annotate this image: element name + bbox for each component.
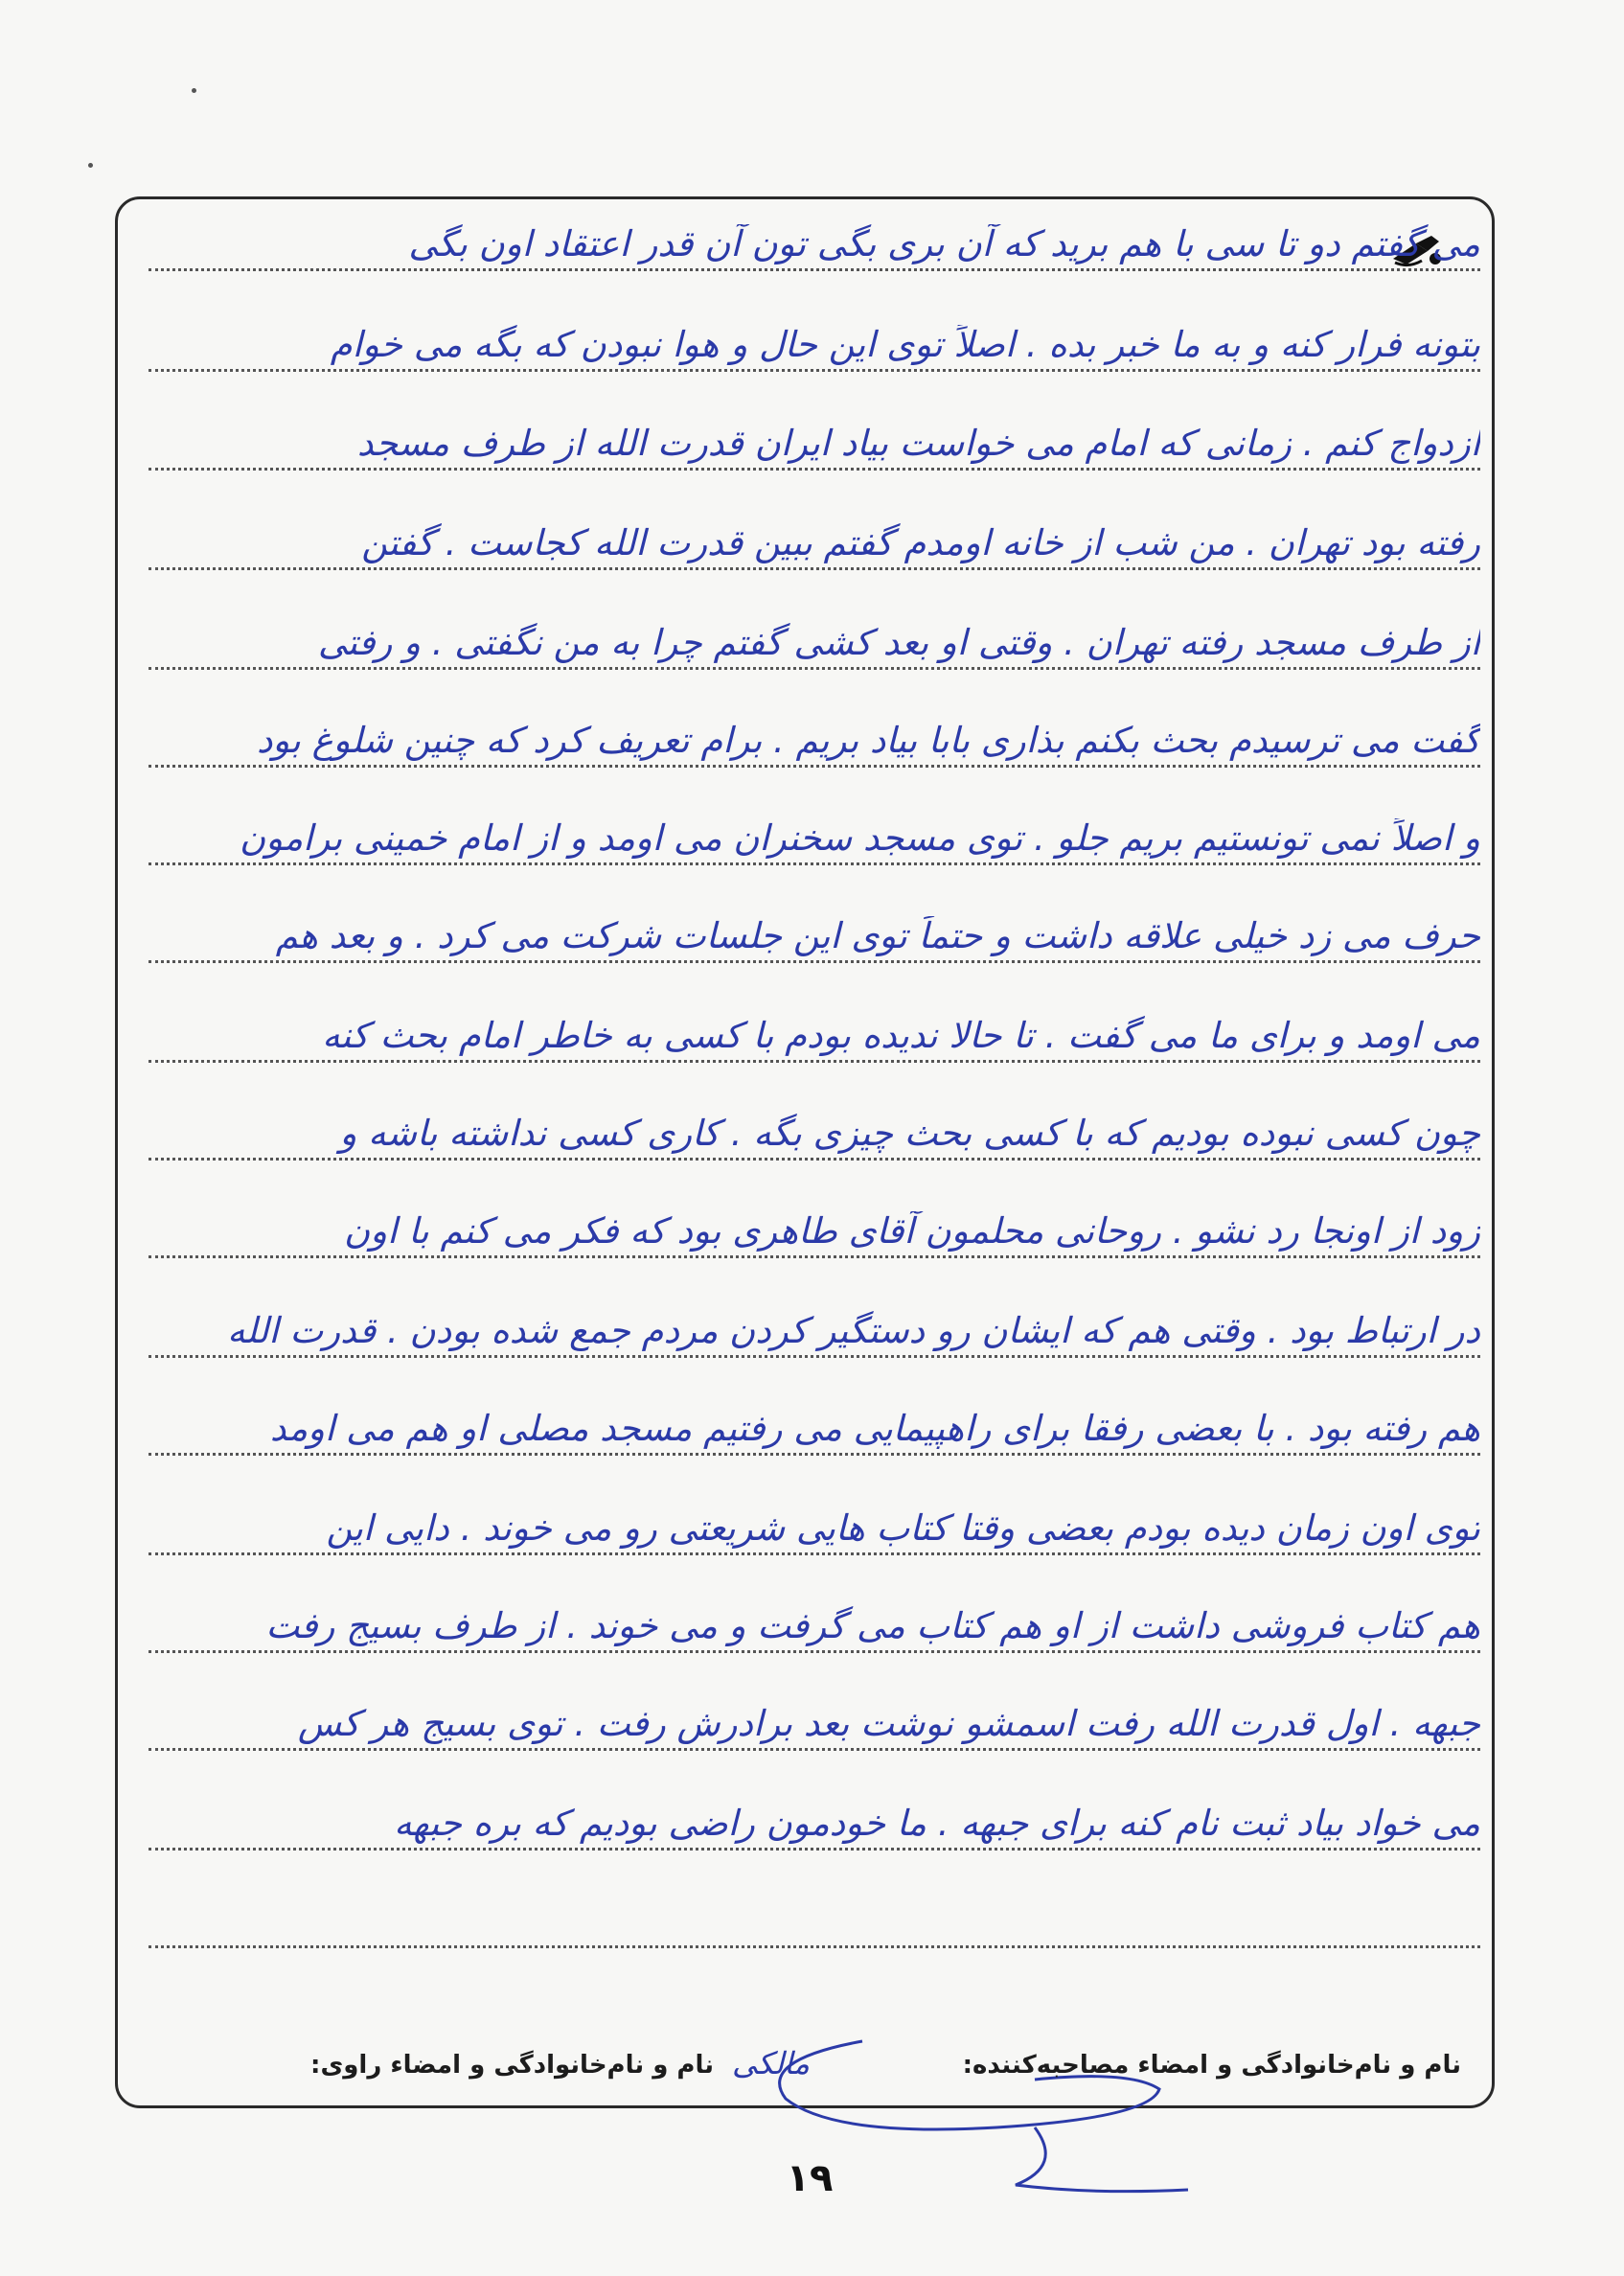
handwritten-text: حرف می زد خیلی علاقه داشت و حتماً توی این جلسات شرکت می کرد . و بعد هم	[275, 916, 1480, 956]
handwritten-text: می خواد بیاد ثبت نام کنه برای جبهه . ما خودمون راضی بودیم که بره جبهه	[394, 1804, 1480, 1844]
handwritten-text: در ارتباط بود . وقتی هم که ایشان رو دستگیر کردن مردم جمع شده بودن . قدرت الله	[227, 1311, 1480, 1351]
handwritten-text: می گفتم دو تا سی با هم برید که آن بری بگی تون آن قدر اعتقاد اون بگی	[408, 224, 1480, 264]
handwritten-text: توی اون زمان دیده بودم بعضی وقتا کتاب هایی شریعتی رو می خوند . دایی این	[326, 1508, 1480, 1549]
handwritten-text: زود از اونجا رد نشو . روحانی محلمون آقای طاهری بود که فکر می کنم با اون	[344, 1211, 1480, 1252]
ruled-line	[149, 1804, 1480, 1851]
handwritten-text: ازدواج کنم . زمانی که امام می خواست بیاد ایران قدرت الله از طرف مسجد	[356, 424, 1480, 464]
ruled-line	[149, 1704, 1480, 1751]
handwritten-text: می اومد و برای ما می گفت . تا حالا ندیده بودم با کسی به خاطر امام بحث کنه	[322, 1016, 1480, 1056]
paper-speck	[88, 163, 93, 168]
handwritten-text: گفت می ترسیدم بحث بکنم بذاری بابا بیاد بریم . برام تعریف کرد که چنین شلوغ بود	[256, 721, 1480, 761]
ruled-line	[149, 325, 1480, 372]
handwritten-text: رفته بود تهران . من شب از خانه اومدم گفتم ببین قدرت الله کجاست . گفتن	[361, 523, 1480, 563]
paper-speck	[192, 88, 196, 93]
handwritten-text: از طرف مسجد رفته تهران . وقتی او بعد کشی گفتم چرا به من نگفتی . و رفتی	[317, 623, 1480, 663]
ruled-line	[149, 623, 1480, 670]
ruled-line	[149, 818, 1480, 865]
interviewer-signature-label: نام و نام‌خانوادگی و امضاء مصاحبه‌کننده:	[962, 2051, 1461, 2080]
narrator-signature-label: نام و نام‌خانوادگی و امضاء راوی:	[310, 2051, 714, 2080]
ruled-line	[149, 1114, 1480, 1161]
page-number: ۱۹	[786, 2156, 834, 2200]
ruled-line	[149, 424, 1480, 471]
interviewer-signature-name: مالکی	[732, 2045, 810, 2081]
ruled-line	[149, 721, 1480, 768]
page-footer	[144, 2045, 1480, 2099]
handwritten-text: هم رفته بود . با بعضی رفقا برای راهپیمایی می رفتیم مسجد مصلی او هم می اومد	[269, 1409, 1480, 1449]
ruled-line	[149, 1311, 1480, 1358]
ruled-line	[149, 1606, 1480, 1653]
ruled-line	[149, 1907, 1480, 1948]
ruled-line	[149, 1508, 1480, 1555]
handwritten-text: هم کتاب فروشی داشت از او هم کتاب می گرفت و می خوند . از طرف بسیج رفت	[265, 1606, 1480, 1646]
ruled-line	[149, 1409, 1480, 1456]
ruled-line	[149, 1211, 1480, 1258]
ruled-line	[149, 1016, 1480, 1063]
handwritten-text: جبهه . اول قدرت الله رفت اسمشو نوشت بعد برادرش رفت . توی بسیج هر کس	[297, 1704, 1480, 1744]
ruled-line	[149, 523, 1480, 570]
handwritten-text: و اصلاً نمی تونستیم بریم جلو . توی مسجد سخنران می اومد و از امام خمینی برامون	[240, 818, 1480, 859]
handwritten-text: چون کسی نبوده بودیم که با کسی بحث چیزی بگه . کاری کسی نداشته باشه و	[339, 1114, 1480, 1154]
ruled-line	[149, 916, 1480, 963]
handwritten-text: بتونه فرار کنه و به ما خبر بده . اصلاً توی این حال و هوا نبودن که بگه می خوام	[330, 325, 1480, 365]
ruled-line	[149, 224, 1480, 271]
